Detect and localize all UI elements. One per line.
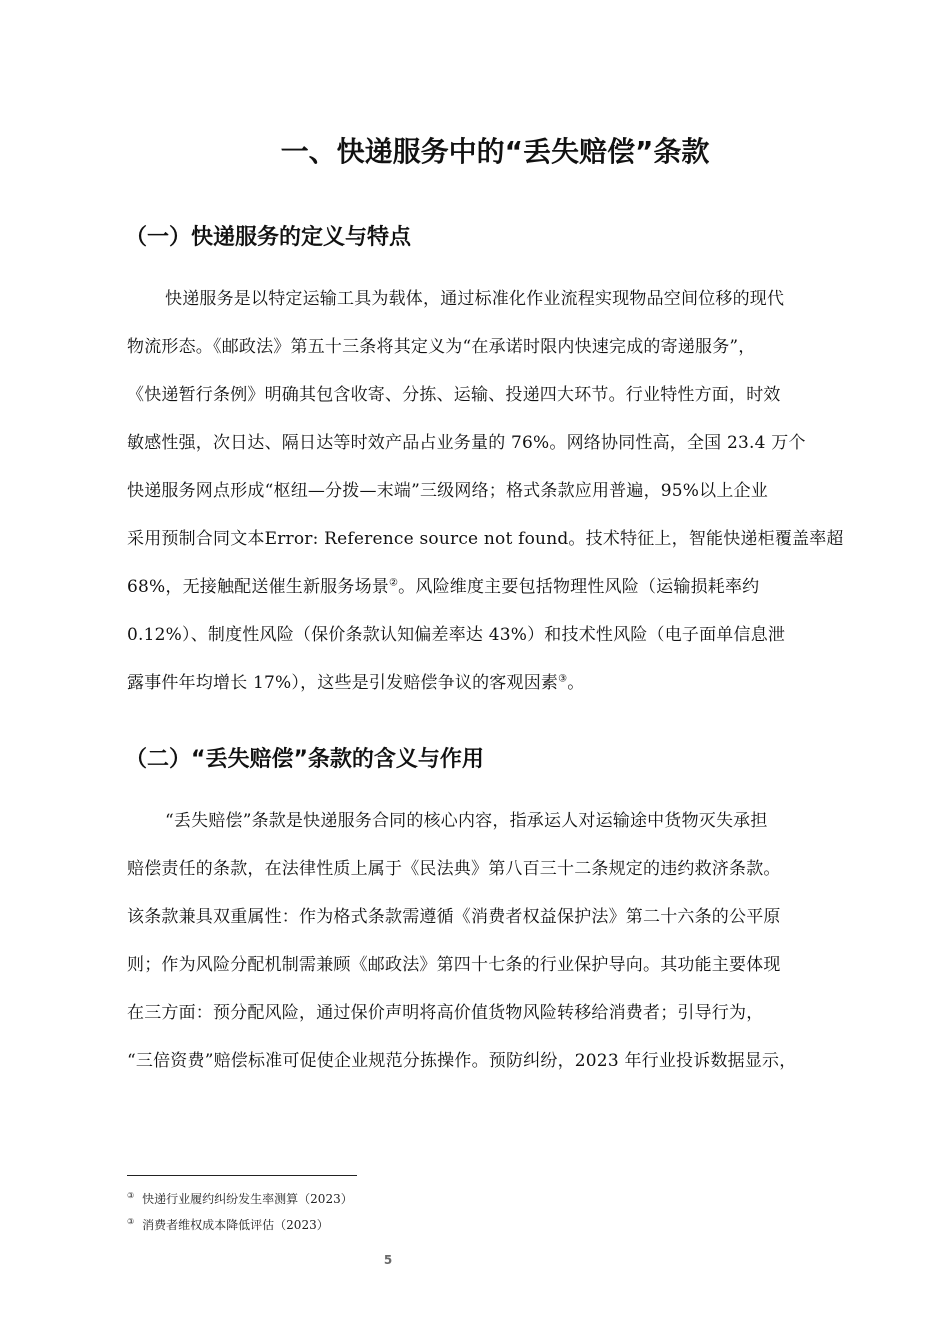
- footnote-text: 消费者维权成本降低评估（2023）: [142, 1218, 329, 1232]
- footnote-mark: ③: [127, 1191, 135, 1200]
- section-heading-1: （一）快递服务的定义与特点: [125, 225, 412, 250]
- paragraph-line: 物流形态。《邮政法》第五十三条将其定义为“在承诺时限内快速完成的寄递服务”，: [127, 337, 756, 357]
- paragraph-line: 快递服务网点形成“枢纽—分拨—末端”三级网络；格式条款应用普遍，95%以上企业: [127, 481, 768, 501]
- paragraph-line: 快递服务是以特定运输工具为载体，通过标准化作业流程实现物品空间位移的现代: [165, 289, 785, 309]
- footnote-separator: [127, 1175, 357, 1176]
- footnote-reference: ②: [389, 577, 399, 589]
- paragraph-line: 赔偿责任的条款，在法律性质上属于《民法典》第八百三十二条规定的违约救济条款。: [127, 859, 781, 879]
- page-title: 一、快递服务中的“丢失赔偿”条款: [280, 135, 710, 168]
- footnote: [127, 1187, 353, 1208]
- footnote-reference: ③: [558, 673, 568, 685]
- footnote-mark: ③: [127, 1217, 135, 1226]
- paragraph-line: 《快递暂行条例》明确其包含收寄、分拣、运输、投递四大环节。行业特性方面，时效: [127, 385, 781, 405]
- paragraph-text: 。: [567, 673, 585, 693]
- footnote: [127, 1213, 329, 1234]
- paragraph-text: 68%，无接触配送催生新服务场景: [127, 577, 389, 597]
- paragraph-line: 采用预制合同文本Error: Reference source not found。技术特征上，智能快递柜覆盖率超: [127, 529, 844, 549]
- paragraph-line: 0.12%）、制度性风险（保价条款认知偏差率达 43%）和技术性风险（电子面单信息泄: [127, 625, 786, 645]
- paragraph-text: 露事件年均增长 17%），这些是引发赔偿争议的客观因素: [127, 673, 559, 693]
- paragraph-line: 该条款兼具双重属性：作为格式条款需遵循《消费者权益保护法》第二十六条的公平原: [127, 907, 781, 927]
- paragraph-line: 在三方面：预分配风险，通过保价声明将高价值货物风险转移给消费者；引导行为，: [127, 1003, 764, 1023]
- paragraph-line: “丢失赔偿”条款是快递服务合同的核心内容，指承运人对运输途中货物灭失承担: [165, 811, 768, 831]
- footnote-text: 快递行业履约纠纷发生率测算（2023）: [142, 1192, 353, 1206]
- paragraph-text: 。风险维度主要包括物理性风险（运输损耗率约: [398, 577, 760, 597]
- paragraph-line: 敏感性强，次日达、隔日达等时效产品占业务量的 76%。网络协同性高，全国 23.4 万个: [127, 433, 806, 453]
- section-heading-2: （二）“丢失赔偿”条款的含义与作用: [125, 747, 484, 772]
- paragraph-line: 则；作为风险分配机制需兼顾《邮政法》第四十七条的行业保护导向。其功能主要体现: [127, 955, 781, 975]
- paragraph-line: [127, 572, 759, 602]
- paragraph-line: [127, 668, 584, 698]
- paragraph-line: “三倍资费”赔偿标准可促使企业规范分拣操作。预防纠纷，2023 年行业投诉数据显示，: [127, 1051, 797, 1071]
- page-number: 5: [383, 1253, 393, 1267]
